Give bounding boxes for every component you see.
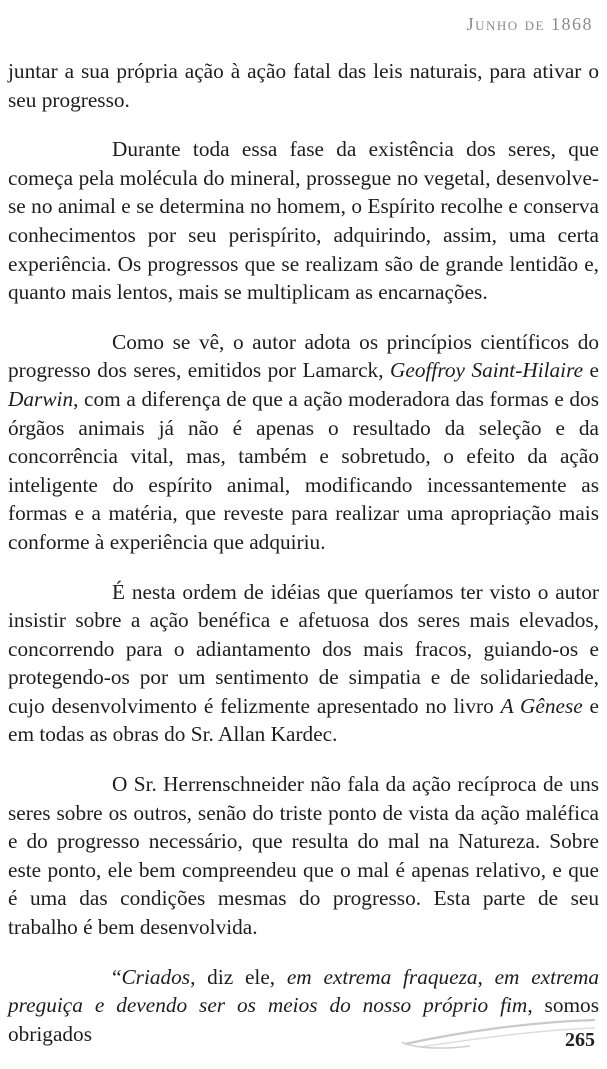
text-run: Durante toda essa fase da existência dos seres, que começa pela molécula do mineral, prossegue no vegetal, desenvolve-se no animal e se determina no homem, o Espírito recolhe e conserva conhecimentos por seu perispírito, adquirindo, assim, uma certa experiência. Os progressos que se realizam são de grande lentidão e, quanto mais lentos, mais se multiplicam as encarnações. — [8, 137, 599, 305]
paragraph — [8, 135, 599, 307]
italic-text: A Gênese — [500, 693, 583, 718]
text-run: juntar a sua própria ação à ação fatal das leis naturais, para ativar o seu progresso. — [8, 59, 599, 112]
paragraph — [8, 57, 599, 114]
text-run: , somos obrigados — [8, 993, 599, 1046]
italic-text: Darwin — [8, 386, 74, 411]
text-run: , diz ele, — [190, 964, 287, 989]
text-run: e — [583, 358, 599, 383]
text-run: “ — [112, 964, 122, 989]
running-title: Junho de 1868 — [466, 14, 593, 34]
italic-text: em extrema fraqueza, em extrema preguiça e devendo ser os meios do nosso próprio fim — [8, 964, 599, 1018]
body-text — [8, 57, 599, 1069]
text-run: e em todas as obras do Sr. Allan Kardec. — [8, 693, 599, 747]
italic-text: Geoffroy Saint-Hilaire — [390, 358, 584, 383]
text-run: É nesta ordem de idéias que queríamos ter visto o autor insistir sobre a ação benéfica e afetuosa dos seres mais elevados, concorrendo para o adiantamento dos mais fracos, guiando-os e protegendo-os por um sentimento de simpatia e de solidariedade, cujo desenvolvimento é felizmente apresentado no livro — [8, 579, 599, 718]
italic-text: Criados — [121, 964, 191, 989]
page-number: 265 — [565, 1029, 595, 1051]
text-run: O Sr. Herrenschneider não fala da ação recíproca de uns seres sobre os outros, senão do triste ponto de vista da ação maléfica e do progresso necessário, que resulta do mal na Natureza. Sobre este ponto, ele bem compreendeu que o mal é apenas relativo, e que é uma das condições mesmas do progresso. Esta parte de seu trabalho é bem desenvolvida. — [8, 772, 599, 940]
text-run: Como se vê, o autor adota os princípios científicos do progresso dos seres, emitidos por Lamarck, — [8, 329, 599, 383]
paragraph — [8, 578, 599, 750]
page-footer — [0, 1008, 607, 1068]
text-run: , com a diferença de que a ação moderadora das formas e dos órgãos animais já não é apenas o resultado da seleção e da concorrência vital, mas, também e sobretudo, o efeito da ação inteligente do espírito animal, modificando incessantemente as formas e a matéria, que reveste para realizar uma apropriação mais conforme à experiência que adquiriu. — [8, 386, 599, 554]
paragraph — [8, 770, 599, 942]
paragraph — [8, 328, 599, 557]
